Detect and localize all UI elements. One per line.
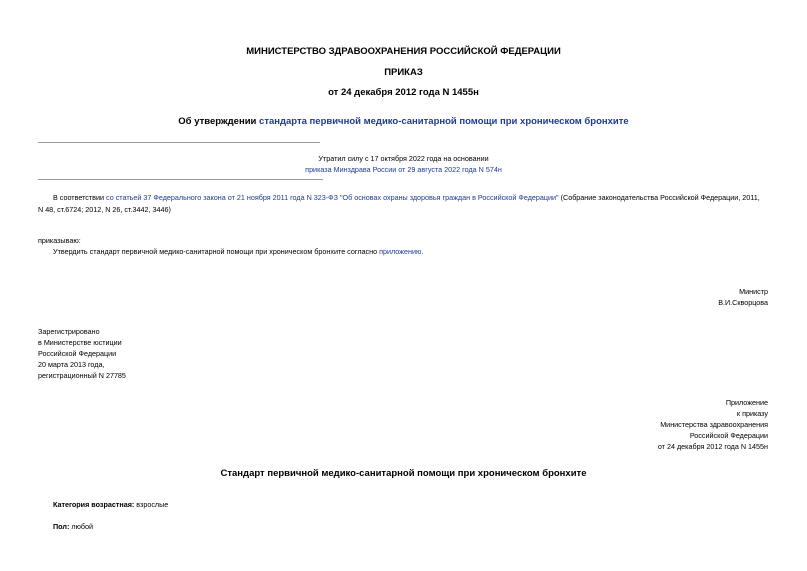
registration-line: в Министерстве юстиции [38, 338, 122, 347]
federal-law-link[interactable]: со статьей 37 Федерального закона от 21 ноября 2011 года N 323-ФЗ "Об основах охраны здоровья граждан в Российской Федерации" [106, 193, 559, 202]
divider-short [38, 142, 320, 143]
divider-long [38, 179, 323, 180]
doc-date-number: от 24 декабря 2012 года N 1455н [328, 87, 479, 98]
appendix-line: к приказу [736, 409, 768, 418]
registration-line: Российской Федерации [38, 349, 117, 358]
sex-label: Пол: [53, 522, 70, 531]
appendix-line: Приложение [725, 398, 768, 407]
doc-type-heading: ПРИКАЗ [384, 67, 423, 78]
expired-note-text: Утратил силу с 17 октября 2022 года на основании [318, 154, 489, 163]
ministry-heading: МИНИСТЕРСТВО ЗДРАВООХРАНЕНИЯ РОССИЙСКОЙ ФЕДЕРАЦИИ [246, 46, 561, 57]
registration-line: Зарегистрировано [38, 327, 100, 336]
approve-suffix: . [421, 247, 424, 256]
age-category-label: Категория возрастная: [53, 500, 135, 509]
document-title [0, 116, 807, 127]
appendix-block [658, 397, 768, 452]
expired-note-link[interactable]: приказа Минздрава России от 29 августа 2022 года N 574н [305, 165, 502, 174]
document-title-prefix: Об утверждении [178, 116, 260, 127]
appendix-link[interactable]: приложению [379, 247, 422, 256]
appendix-line: от 24 декабря 2012 года N 1455н [657, 442, 768, 451]
legal-basis-line2: N 48, ст.6724; 2012, N 26, ст.3442, 3446) [38, 205, 171, 214]
appendix-line: Российской Федерации [689, 431, 768, 440]
order-word: приказываю: [38, 236, 81, 245]
sex-row [53, 521, 93, 532]
signature-position: Министр [739, 287, 768, 296]
registration-line: регистрационный N 27785 [38, 371, 126, 380]
approve-text: Утвердить стандарт первичной медико-санитарной помощи при хроническом бронхите согласно [53, 247, 380, 256]
age-category-row [53, 499, 168, 510]
approve-paragraph [53, 246, 423, 257]
age-category-value: взрослые [134, 500, 169, 509]
appendix-line: Министерства здравоохранения [660, 420, 768, 429]
standard-title: Стандарт первичной медико-санитарной помощи при хроническом бронхите [220, 468, 587, 479]
registration-block [38, 326, 126, 381]
registration-line: 20 марта 2013 года, [38, 360, 105, 369]
legal-basis-prefix: В соответствии [53, 193, 107, 202]
legal-basis-suffix: (Собрание законодательства Российской Федерации, 2011, [558, 193, 760, 202]
standard-title-link[interactable]: стандарта первичной медико-санитарной помощи при хроническом бронхите [259, 116, 629, 127]
legal-basis-paragraph [53, 192, 760, 203]
sex-value: любой [69, 522, 94, 531]
signature-name: В.И.Скворцова [718, 298, 768, 307]
